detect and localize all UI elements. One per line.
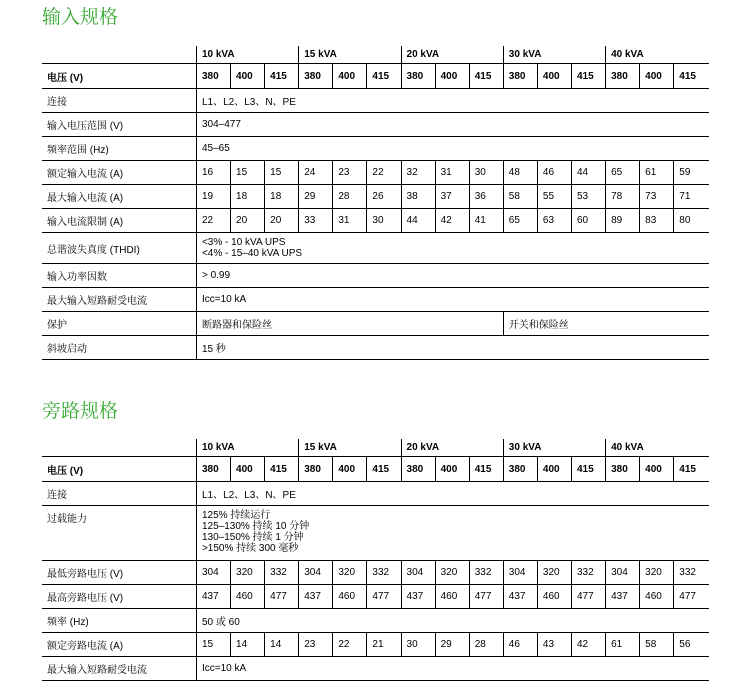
input-current-limit-label: 输入电流限制 (A) xyxy=(42,209,196,233)
thdi-line: <4% - 15–40 kVA UPS xyxy=(201,248,303,259)
value-cell: 460 xyxy=(333,585,367,609)
voltage-cell: 380 xyxy=(196,64,230,89)
value-cell: 14 xyxy=(265,633,299,657)
value-cell: 320 xyxy=(537,561,571,585)
value-cell: 42 xyxy=(571,633,605,657)
value-cell: 15 xyxy=(196,633,230,657)
connection-value: L1、L2、L3、N、PE xyxy=(196,482,709,506)
rated-input-current-row xyxy=(42,161,709,185)
value-cell: 24 xyxy=(299,161,333,185)
value-cell: 320 xyxy=(231,561,265,585)
value-cell: 58 xyxy=(640,633,674,657)
voltage-cell: 400 xyxy=(640,64,674,89)
value-cell: 29 xyxy=(435,633,469,657)
frequency-range-value: 45–65 xyxy=(196,137,709,161)
frequency-row xyxy=(42,609,709,633)
voltage-cell: 415 xyxy=(469,64,503,89)
voltage-cell: 380 xyxy=(299,64,333,89)
value-cell: 437 xyxy=(401,585,435,609)
value-cell: 61 xyxy=(606,633,640,657)
voltage-cell: 400 xyxy=(537,64,571,89)
ramp-start-row xyxy=(42,336,709,360)
rated-bypass-current-row xyxy=(42,633,709,657)
connection-row xyxy=(42,89,709,113)
capacity-header-row xyxy=(42,46,709,64)
voltage-cell: 380 xyxy=(401,457,435,482)
voltage-cell: 400 xyxy=(231,457,265,482)
capacity-10kva: 10 kVA xyxy=(196,439,298,457)
value-cell: 44 xyxy=(401,209,435,233)
voltage-cell: 380 xyxy=(606,457,640,482)
voltage-cell: 400 xyxy=(333,64,367,89)
value-cell: 73 xyxy=(640,185,674,209)
value-cell: 26 xyxy=(367,185,401,209)
voltage-cell: 380 xyxy=(401,64,435,89)
value-cell: 42 xyxy=(435,209,469,233)
protection-label: 保护 xyxy=(42,312,196,336)
thdi-row xyxy=(42,233,709,264)
value-cell: 18 xyxy=(265,185,299,209)
value-cell: 71 xyxy=(674,185,709,209)
voltage-range-row xyxy=(42,113,709,137)
input-current-limit-row xyxy=(42,209,709,233)
value-cell: 304 xyxy=(606,561,640,585)
voltage-cell: 415 xyxy=(674,457,709,482)
value-cell: 65 xyxy=(503,209,537,233)
value-cell: 20 xyxy=(265,209,299,233)
header-blank xyxy=(42,439,196,457)
value-cell: 46 xyxy=(503,633,537,657)
value-cell: 15 xyxy=(231,161,265,185)
capacity-header-row xyxy=(42,439,709,457)
voltage-cell: 380 xyxy=(299,457,333,482)
value-cell: 16 xyxy=(196,161,230,185)
value-cell: 55 xyxy=(537,185,571,209)
value-cell: 332 xyxy=(571,561,605,585)
voltage-cell: 415 xyxy=(571,64,605,89)
value-cell: 477 xyxy=(367,585,401,609)
value-cell: 30 xyxy=(401,633,435,657)
voltage-cell: 380 xyxy=(503,457,537,482)
value-cell: 38 xyxy=(401,185,435,209)
voltage-cell: 400 xyxy=(333,457,367,482)
overload-label: 过载能力 xyxy=(42,506,196,561)
value-cell: 477 xyxy=(674,585,709,609)
value-cell: 320 xyxy=(640,561,674,585)
value-cell: 304 xyxy=(503,561,537,585)
value-cell: 89 xyxy=(606,209,640,233)
input-spec-table xyxy=(42,46,709,360)
input-section-title: 输入规格 xyxy=(42,6,119,28)
min-bypass-voltage-label: 最低旁路电压 (V) xyxy=(42,561,196,585)
value-cell: 21 xyxy=(367,633,401,657)
value-cell: 332 xyxy=(674,561,709,585)
value-cell: 28 xyxy=(469,633,503,657)
capacity-40kva: 40 kVA xyxy=(606,439,709,457)
protection-value-breaker: 断路器和保险丝 xyxy=(196,312,503,336)
voltage-cell: 400 xyxy=(435,64,469,89)
voltage-cell: 400 xyxy=(537,457,571,482)
value-cell: 437 xyxy=(503,585,537,609)
value-cell: 29 xyxy=(299,185,333,209)
value-cell: 83 xyxy=(640,209,674,233)
value-cell: 31 xyxy=(435,161,469,185)
voltage-cell: 380 xyxy=(606,64,640,89)
short-circuit-value: Icc=10 kA xyxy=(196,288,709,312)
capacity-10kva: 10 kVA xyxy=(196,46,298,64)
value-cell: 78 xyxy=(606,185,640,209)
value-cell: 14 xyxy=(231,633,265,657)
thdi-line: <3% - 10 kVA UPS xyxy=(201,237,286,248)
value-cell: 18 xyxy=(231,185,265,209)
value-cell: 58 xyxy=(503,185,537,209)
value-cell: 460 xyxy=(435,585,469,609)
max-bypass-voltage-label: 最高旁路电压 (V) xyxy=(42,585,196,609)
value-cell: 56 xyxy=(674,633,709,657)
frequency-range-row xyxy=(42,137,709,161)
value-cell: 46 xyxy=(537,161,571,185)
voltage-label: 电压 (V) xyxy=(42,457,196,482)
value-cell: 61 xyxy=(640,161,674,185)
voltage-cell: 415 xyxy=(265,64,299,89)
value-cell: 63 xyxy=(537,209,571,233)
short-circuit-label: 最大输入短路耐受电流 xyxy=(42,657,196,681)
value-cell: 30 xyxy=(367,209,401,233)
value-cell: 20 xyxy=(231,209,265,233)
bypass-spec-table xyxy=(42,439,709,681)
power-factor-value: > 0.99 xyxy=(196,264,709,288)
short-circuit-value: Icc=10 kA xyxy=(196,657,709,681)
overload-line: 130–150% 持续 1 分钟 xyxy=(201,532,304,543)
capacity-20kva: 20 kVA xyxy=(401,46,503,64)
voltage-cell: 415 xyxy=(367,64,401,89)
frequency-label: 频率 (Hz) xyxy=(42,609,196,633)
value-cell: 477 xyxy=(571,585,605,609)
max-bypass-voltage-row xyxy=(42,585,709,609)
voltage-range-value: 304–477 xyxy=(196,113,709,137)
connection-label: 连接 xyxy=(42,482,196,506)
power-factor-row xyxy=(42,264,709,288)
short-circuit-row xyxy=(42,288,709,312)
value-cell: 460 xyxy=(640,585,674,609)
voltage-cell: 415 xyxy=(674,64,709,89)
voltage-cell: 415 xyxy=(265,457,299,482)
voltage-cell: 415 xyxy=(367,457,401,482)
value-cell: 332 xyxy=(469,561,503,585)
value-cell: 53 xyxy=(571,185,605,209)
value-cell: 41 xyxy=(469,209,503,233)
value-cell: 23 xyxy=(333,161,367,185)
bypass-section-title: 旁路规格 xyxy=(42,400,119,422)
protection-row xyxy=(42,312,709,336)
value-cell: 44 xyxy=(571,161,605,185)
short-circuit-label: 最大输入短路耐受电流 xyxy=(42,288,196,312)
overload-line: 125–130% 持续 10 分钟 xyxy=(201,521,310,532)
frequency-range-label: 频率范围 (Hz) xyxy=(42,137,196,161)
voltage-cell: 380 xyxy=(503,64,537,89)
value-cell: 320 xyxy=(435,561,469,585)
value-cell: 22 xyxy=(333,633,367,657)
overload-value xyxy=(196,506,709,561)
ramp-start-value: 15 秒 xyxy=(196,336,709,360)
voltage-cell: 400 xyxy=(435,457,469,482)
voltage-cell: 380 xyxy=(196,457,230,482)
thdi-value xyxy=(196,233,709,264)
ramp-start-label: 斜坡启动 xyxy=(42,336,196,360)
value-cell: 28 xyxy=(333,185,367,209)
value-cell: 30 xyxy=(469,161,503,185)
value-cell: 320 xyxy=(333,561,367,585)
value-cell: 80 xyxy=(674,209,709,233)
value-cell: 437 xyxy=(196,585,230,609)
power-factor-label: 输入功率因数 xyxy=(42,264,196,288)
value-cell: 22 xyxy=(367,161,401,185)
value-cell: 437 xyxy=(606,585,640,609)
value-cell: 304 xyxy=(196,561,230,585)
value-cell: 460 xyxy=(231,585,265,609)
connection-value: L1、L2、L3、N、PE xyxy=(196,89,709,113)
max-input-current-row xyxy=(42,185,709,209)
value-cell: 304 xyxy=(299,561,333,585)
value-cell: 33 xyxy=(299,209,333,233)
value-cell: 477 xyxy=(469,585,503,609)
value-cell: 22 xyxy=(196,209,230,233)
overload-line: 125% 持续运行 xyxy=(201,510,271,521)
capacity-20kva: 20 kVA xyxy=(401,439,503,457)
value-cell: 36 xyxy=(469,185,503,209)
connection-label: 连接 xyxy=(42,89,196,113)
value-cell: 60 xyxy=(571,209,605,233)
value-cell: 437 xyxy=(299,585,333,609)
header-blank xyxy=(42,46,196,64)
value-cell: 15 xyxy=(265,161,299,185)
voltage-header-row xyxy=(42,64,709,89)
value-cell: 332 xyxy=(265,561,299,585)
value-cell: 19 xyxy=(196,185,230,209)
voltage-cell: 400 xyxy=(231,64,265,89)
value-cell: 48 xyxy=(503,161,537,185)
capacity-15kva: 15 kVA xyxy=(299,439,401,457)
rated-bypass-current-label: 额定旁路电流 (A) xyxy=(42,633,196,657)
voltage-range-label: 输入电压范围 (V) xyxy=(42,113,196,137)
value-cell: 43 xyxy=(537,633,571,657)
voltage-cell: 415 xyxy=(469,457,503,482)
thdi-label: 总谐波失真度 (THDI) xyxy=(42,233,196,264)
voltage-cell: 415 xyxy=(571,457,605,482)
protection-value-switch: 开关和保险丝 xyxy=(503,312,709,336)
voltage-cell: 400 xyxy=(640,457,674,482)
connection-row xyxy=(42,482,709,506)
voltage-header-row xyxy=(42,457,709,482)
value-cell: 23 xyxy=(299,633,333,657)
capacity-30kva: 30 kVA xyxy=(503,439,605,457)
value-cell: 304 xyxy=(401,561,435,585)
value-cell: 477 xyxy=(265,585,299,609)
capacity-30kva: 30 kVA xyxy=(503,46,605,64)
value-cell: 332 xyxy=(367,561,401,585)
frequency-value: 50 或 60 xyxy=(196,609,709,633)
overload-row xyxy=(42,506,709,561)
min-bypass-voltage-row xyxy=(42,561,709,585)
short-circuit-row xyxy=(42,657,709,681)
max-input-current-label: 最大输入电流 (A) xyxy=(42,185,196,209)
overload-line: >150% 持续 300 毫秒 xyxy=(201,543,299,554)
value-cell: 59 xyxy=(674,161,709,185)
rated-input-current-label: 额定输入电流 (A) xyxy=(42,161,196,185)
voltage-label: 电压 (V) xyxy=(42,64,196,89)
value-cell: 31 xyxy=(333,209,367,233)
capacity-15kva: 15 kVA xyxy=(299,46,401,64)
value-cell: 460 xyxy=(537,585,571,609)
value-cell: 32 xyxy=(401,161,435,185)
capacity-40kva: 40 kVA xyxy=(606,46,709,64)
value-cell: 37 xyxy=(435,185,469,209)
value-cell: 65 xyxy=(606,161,640,185)
